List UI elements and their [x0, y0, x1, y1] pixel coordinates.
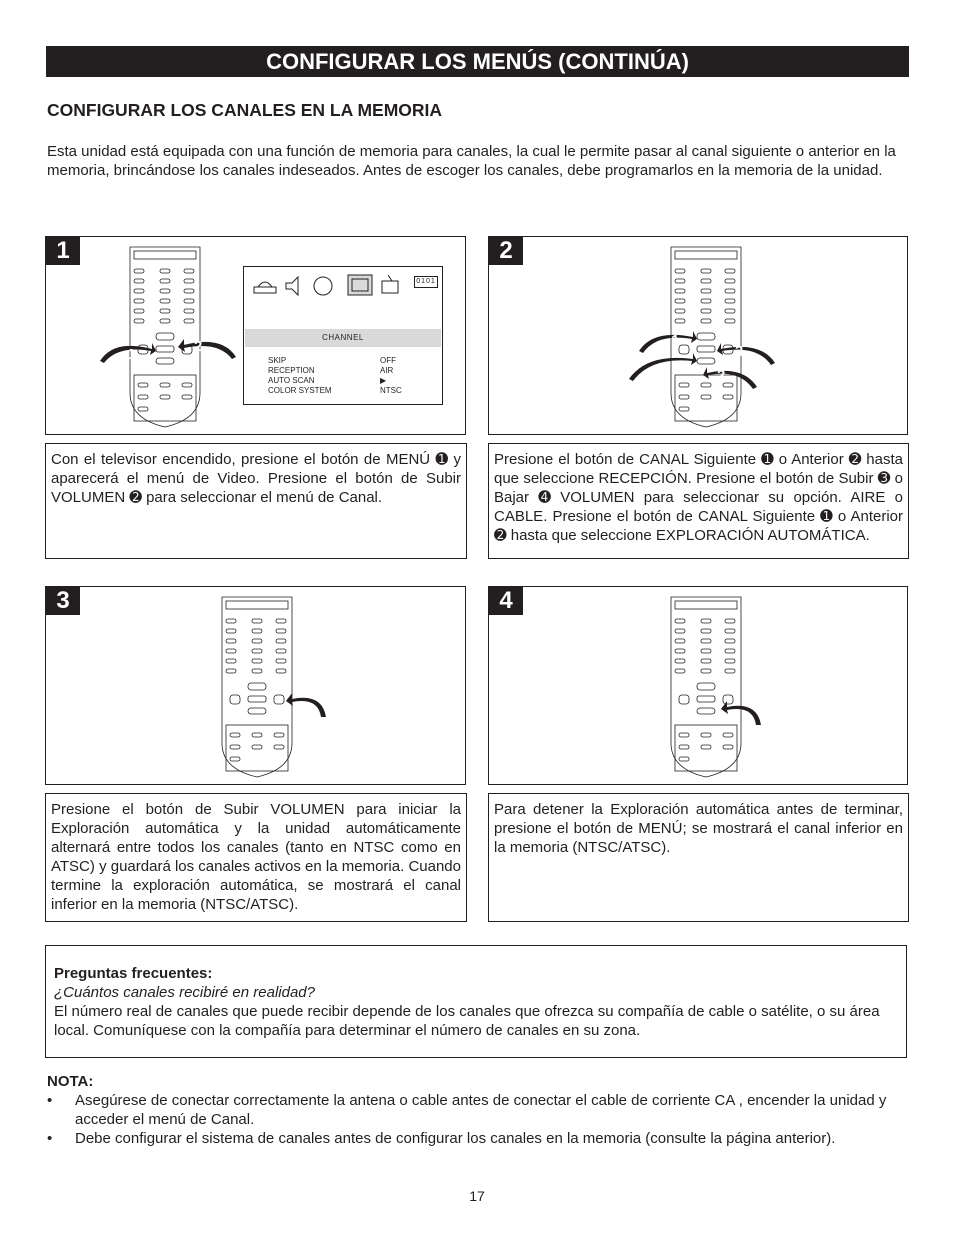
osd-row-color-system: COLOR SYSTEM NTSC [268, 386, 402, 395]
step-4-text-box [488, 793, 909, 922]
faq-heading: Preguntas frecuentes: [54, 965, 213, 982]
step-3-badge: 3 [46, 587, 80, 615]
section-title: CONFIGURAR LOS CANALES EN LA MEMORIA [47, 100, 443, 120]
picture-menu-icon [254, 282, 276, 293]
note-item: • Asegúrese de conectar correctamente la antena o cable antes de conectar el cable de corriente CA , encender la unidad y acceder el menú de Canal. [47, 1091, 909, 1129]
osd-menu-title: CHANNEL [245, 329, 441, 347]
pointer-arrow [286, 685, 332, 719]
callout-arrow-4 [627, 351, 697, 381]
osd-row-reception: RECEPTION AIR [268, 366, 394, 375]
callout-arrow-2 [178, 329, 240, 363]
remote-control-illustration [665, 593, 747, 781]
timer-menu-icon [314, 277, 332, 295]
callout-number-2: 2 [194, 338, 203, 355]
osd-row-skip: SKIP OFF [268, 356, 396, 365]
faq-answer: El número real de canales que puede recibir depende de los canales que ofrezca su compañía de cable o satélite, o su área local. Comuníquese con la compañía para determinar el número de canales en su zona. [54, 1003, 880, 1039]
svg-text:1: 1 [671, 332, 680, 349]
step-4-figure [488, 586, 908, 785]
faq-box [45, 945, 907, 1058]
osd-menu-rows [268, 356, 418, 396]
faq-question: ¿Cuántos canales recibiré en realidad? [54, 984, 315, 1001]
osd-channel-menu [243, 266, 443, 405]
step-3-instructions: Presione el botón de Subir VOLUMEN para iniciar la Exploración automática y la unidad automáticamente alternará entre todos los canales (tanto en NTSC como en ATSC) y guardará los canales activos en la memoria. Cuando termine la exploración automática, se mostrará el canal inferior en la memoria (NTSC/ATSC). [51, 801, 461, 913]
step-4-badge: 4 [489, 587, 523, 615]
pointer-arrow [721, 693, 767, 727]
svg-text:4: 4 [657, 360, 666, 377]
svg-text:3: 3 [735, 343, 744, 360]
step-1-text-box [45, 443, 467, 559]
page-number: 17 [469, 1188, 485, 1204]
note-title: NOTA: [47, 1073, 94, 1090]
intro-paragraph: Esta unidad está equipada con una función de memoria para canales, la cual le permite pasar al canal siguiente o anterior en la memoria, brincándose los canales indeseados. Antes de escoger los canales, debe programarlos en la memoria de la unidad. [47, 143, 896, 179]
step-3-figure [45, 586, 466, 785]
callout-arrow-1 [96, 333, 156, 367]
setup-menu-icon [382, 275, 398, 293]
note-item: • Debe configurar el sistema de canales antes de configurar los canales en la memoria (consulte la página anterior). [47, 1129, 909, 1148]
step-2-text-box [488, 443, 909, 559]
page-header-banner: CONFIGURAR LOS MENÚS (CONTINÚA) [46, 46, 909, 77]
step-1-figure [45, 236, 466, 435]
svg-text:2: 2 [717, 367, 726, 384]
step-2-badge: 2 [489, 237, 523, 265]
channel-counter: 0101 [414, 276, 438, 288]
step-4-instructions: Para detener la Exploración automática antes de terminar, presione el botón de MENÚ; se mostrará el canal inferior en la memoria (NTSC/ATSC). [494, 801, 903, 856]
step-1-badge: 1 [46, 237, 80, 265]
step-2-figure [488, 236, 908, 435]
callout-arrow-2 [703, 361, 761, 391]
audio-menu-icon [286, 277, 298, 295]
step-3-text-box [45, 793, 467, 922]
menu-icons-row [248, 271, 408, 299]
step-1-instructions: Con el televisor encendido, presione el botón de MENÚ ➊ y aparecerá el menú de Video. Presione el botón de Subir VOLUMEN ➋ para seleccionar el menú de Canal. [51, 451, 461, 506]
step-2-instructions: Presione el botón de CANAL Siguiente ➊ o Anterior ➋ hasta que seleccione RECEPCIÓN. Presione el botón de Subir ➌ o Bajar ➍ VOLUMEN para seleccionar su opción. AIRE o CABLE. Presione el botón de CANAL Siguiente ➊ o Anterior ➋ hasta que seleccione EXPLORACIÓN AUTOMÁTICA. [494, 451, 903, 544]
osd-row-auto-scan: AUTO SCAN ▶ [268, 376, 387, 385]
callout-number-1: 1 [127, 346, 136, 363]
note-list [47, 1091, 909, 1148]
